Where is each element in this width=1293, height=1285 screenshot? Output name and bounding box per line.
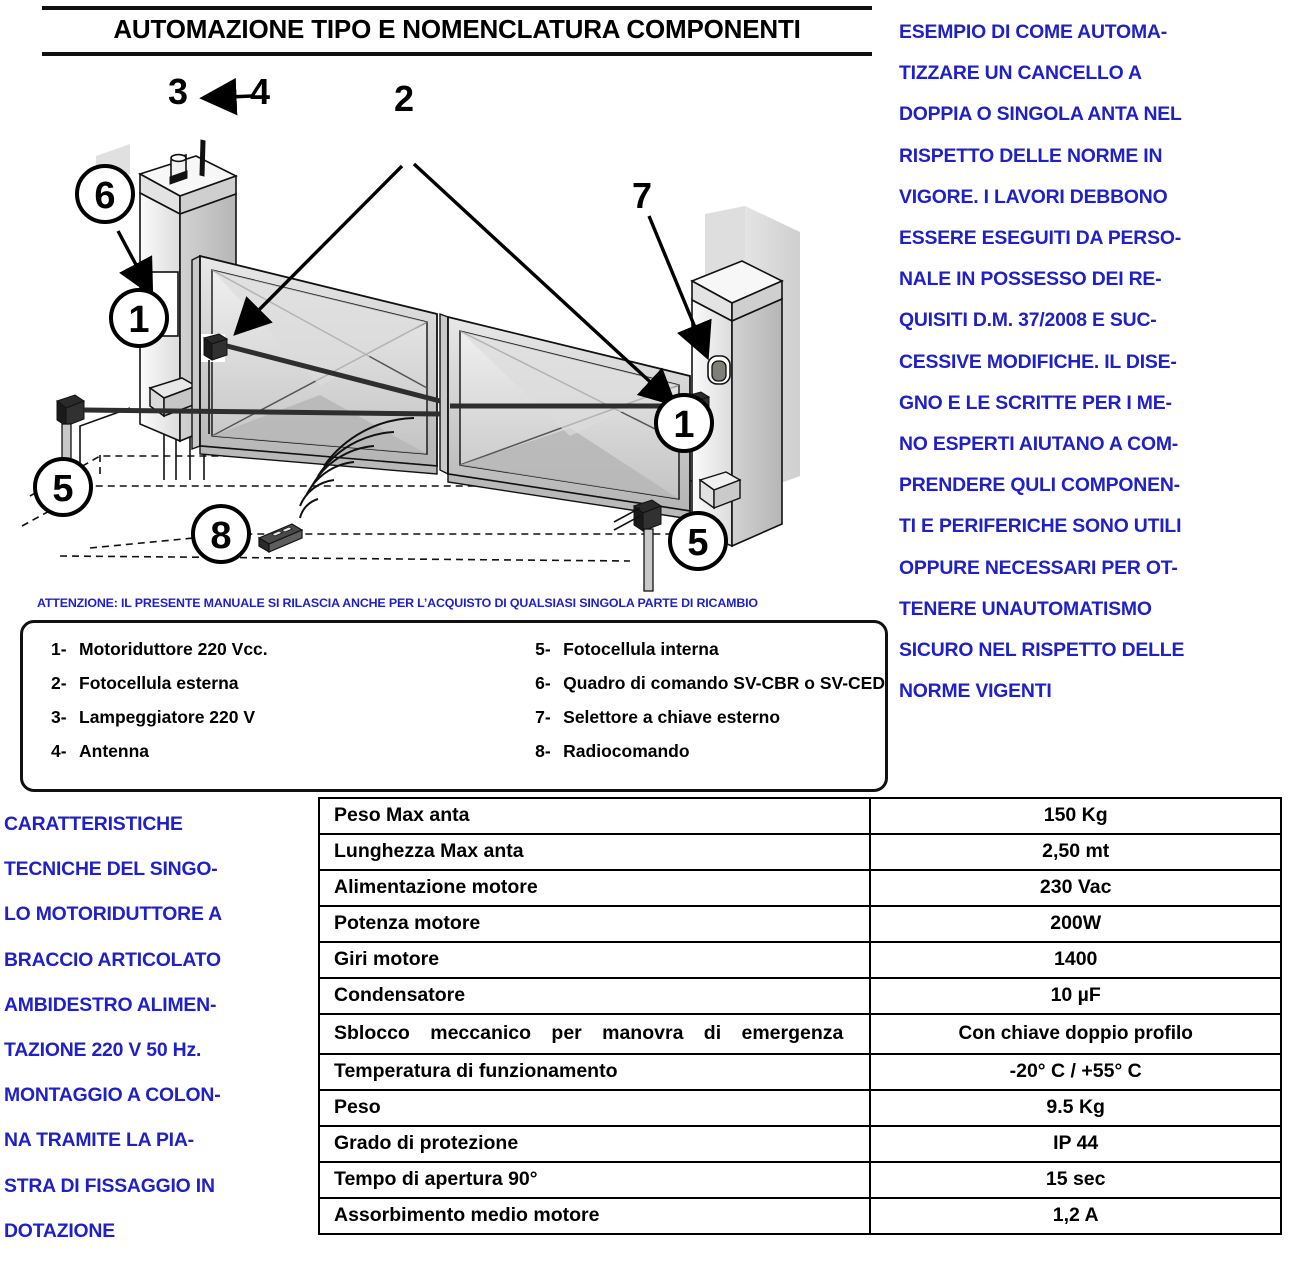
spec-value: 230 Vac: [870, 870, 1281, 906]
callout-7: [632, 175, 652, 216]
paragraph-line: STRA DI FISSAGGIO IN: [4, 1174, 215, 1197]
spec-key: Sblocco meccanico per manovra di emergenza: [319, 1014, 870, 1054]
table-row: [319, 1090, 1281, 1126]
table-row: [319, 942, 1281, 978]
spec-value: 150 Kg: [870, 798, 1281, 834]
svg-text:3: 3: [168, 71, 189, 112]
table-row: [319, 1014, 1281, 1054]
svg-text:6: 6: [94, 175, 116, 217]
spec-value: IP 44: [870, 1126, 1281, 1162]
paragraph-line: MONTAGGIO A COLON-: [4, 1084, 221, 1107]
paragraph-line: CESSIVE MODIFICHE. IL DISE-: [899, 350, 1177, 373]
spec-key: Tempo di apertura 90°: [319, 1162, 870, 1198]
table-row: [319, 1054, 1281, 1090]
paragraph-line: OPPURE NECESSARI PER OT-: [899, 556, 1178, 579]
legend-label: Fotocellula esterna: [79, 673, 239, 693]
callout-5-left: [35, 459, 91, 515]
list-item: [51, 741, 385, 762]
spec-value: 2,50 mt: [870, 834, 1281, 870]
spec-key: Alimentazione motore: [319, 870, 870, 906]
legend-number: 3-: [51, 707, 67, 727]
paragraph-line: TI E PERIFERICHE SONO UTILI: [899, 515, 1182, 538]
list-item: [535, 673, 885, 694]
svg-text:8: 8: [210, 515, 232, 557]
technical-characteristics-paragraph: [4, 802, 314, 1254]
callout-4: [250, 71, 270, 112]
svg-text:1: 1: [128, 299, 150, 341]
paragraph-line: NO ESPERTI AIUTANO A COM-: [899, 433, 1179, 456]
spec-value: 15 sec: [870, 1162, 1281, 1198]
gate-leaf-right: [440, 314, 690, 519]
callout-1-left: [111, 290, 167, 346]
callout-1-right: [656, 395, 712, 451]
spec-key: Assorbimento medio motore: [319, 1198, 870, 1234]
legend-column-2: [385, 639, 885, 789]
paragraph-line: NA TRAMITE LA PIA-: [4, 1129, 194, 1152]
list-item: [51, 673, 385, 694]
spec-key: Peso: [319, 1090, 870, 1126]
svg-text:1: 1: [673, 404, 695, 446]
callout-5-right: [670, 513, 726, 569]
callout-6: [77, 166, 133, 222]
table-row: [319, 1126, 1281, 1162]
svg-text:4: 4: [250, 71, 271, 112]
paragraph-line: TAZIONE 220 V 50 Hz.: [4, 1039, 202, 1062]
list-item: [51, 639, 385, 660]
svg-text:2: 2: [394, 78, 415, 119]
key-selector: [708, 356, 730, 384]
legend-label: Antenna: [79, 741, 149, 761]
legend-label: Quadro di comando SV-CBR o SV-CED: [563, 673, 885, 693]
legend-label: Fotocellula interna: [563, 639, 719, 659]
legend-number: 5-: [535, 639, 551, 659]
list-item: [51, 707, 385, 728]
spec-key: Grado di protezione: [319, 1126, 870, 1162]
paragraph-line: GNO E LE SCRITTE PER I ME-: [899, 391, 1172, 414]
legend-number: 6-: [535, 673, 551, 693]
spec-key: Giri motore: [319, 942, 870, 978]
legend-label: Radiocomando: [563, 741, 690, 761]
paragraph-line: SICURO NEL RISPETTO DELLE: [899, 639, 1185, 662]
spec-key: Lunghezza Max anta: [319, 834, 870, 870]
table-row: [319, 798, 1281, 834]
callout-8: [193, 506, 249, 562]
intro-paragraph: [899, 12, 1289, 712]
paragraph-line: DOPPIA O SINGOLA ANTA NEL: [899, 103, 1182, 126]
gate-leaf-left: [192, 256, 437, 474]
list-item: [535, 707, 885, 728]
legend-number: 4-: [51, 741, 67, 761]
callout-3: [168, 71, 188, 112]
fotocellula-interna-right: [614, 500, 661, 591]
spec-value: 200W: [870, 906, 1281, 942]
legend-number: 8-: [535, 741, 551, 761]
specifications-table: [318, 797, 1282, 1235]
table-row: [319, 1162, 1281, 1198]
table-row: [319, 906, 1281, 942]
paragraph-line: NORME VIGENTI: [899, 680, 1052, 703]
leader-4: [206, 96, 252, 98]
legend-label: Motoriduttore 220 Vcc.: [79, 639, 268, 659]
paragraph-line: VIGORE. I LAVORI DEBBONO: [899, 185, 1168, 208]
paragraph-line: CARATTERISTICHE: [4, 813, 183, 835]
spec-value: 9.5 Kg: [870, 1090, 1281, 1126]
page-title-block: [42, 6, 872, 56]
svg-text:5: 5: [687, 522, 709, 564]
paragraph-line: TECNICHE DEL SINGO-: [4, 858, 218, 881]
paragraph-line: DOTAZIONE: [4, 1219, 115, 1242]
table-row: [319, 834, 1281, 870]
spec-value: -20° C / +55° C: [870, 1054, 1281, 1090]
list-item: [535, 741, 885, 762]
paragraph-line: TIZZARE UN CANCELLO A: [899, 62, 1142, 85]
page-title: AUTOMAZIONE TIPO E NOMENCLATURA COMPONENTI: [113, 14, 801, 44]
paragraph-line: RISPETTO DELLE NORME IN: [899, 144, 1163, 167]
components-legend-box: [20, 620, 888, 792]
spec-key: Peso Max anta: [319, 798, 870, 834]
table-row: [319, 978, 1281, 1014]
paragraph-line: NALE IN POSSESSO DEI RE-: [899, 268, 1162, 291]
gate-automation-diagram: [0, 56, 890, 596]
callout-2: [394, 78, 414, 119]
spec-key: Condensatore: [319, 978, 870, 1014]
paragraph-line: ESSERE ESEGUITI DA PERSO-: [899, 227, 1181, 250]
paragraph-line: ESEMPIO DI COME AUTOMA-: [899, 21, 1167, 43]
paragraph-line: LO MOTORIDUTTORE A: [4, 903, 222, 926]
list-item: [535, 639, 885, 660]
spec-key: Potenza motore: [319, 906, 870, 942]
legend-number: 2-: [51, 673, 67, 693]
spec-key: Temperatura di funzionamento: [319, 1054, 870, 1090]
paragraph-line: AMBIDESTRO ALIMEN-: [4, 993, 217, 1016]
legend-number: 1-: [51, 639, 67, 659]
radiocomando: [259, 524, 302, 552]
paragraph-line: QUISITI D.M. 37/2008 E SUC-: [899, 309, 1157, 332]
spec-value: 10 µF: [870, 978, 1281, 1014]
antenna-rod: [200, 140, 205, 176]
legend-label: Selettore a chiave esterno: [563, 707, 781, 727]
svg-text:5: 5: [52, 468, 74, 510]
table-row: [319, 870, 1281, 906]
paragraph-line: PRENDERE QULI COMPONEN-: [899, 474, 1180, 497]
attenzione-notice: ATTENZIONE: IL PRESENTE MANUALE SI RILASCIA ANCHE PER L’ACQUISTO DI QUALSIASI SINGOLA PARTE DI RICAMBIO: [37, 596, 758, 610]
table-row: [319, 1198, 1281, 1234]
legend-label: Lampeggiatore 220 V: [79, 707, 256, 727]
spec-value: 1400: [870, 942, 1281, 978]
legend-column-1: [23, 639, 385, 789]
spec-value: Con chiave doppio profilo: [870, 1014, 1281, 1054]
legend-number: 7-: [535, 707, 551, 727]
paragraph-line: BRACCIO ARTICOLATO: [4, 948, 221, 971]
paragraph-line: TENERE UNAUTOMATISMO: [899, 597, 1152, 620]
spec-value: 1,2 A: [870, 1198, 1281, 1234]
svg-text:7: 7: [632, 175, 653, 216]
